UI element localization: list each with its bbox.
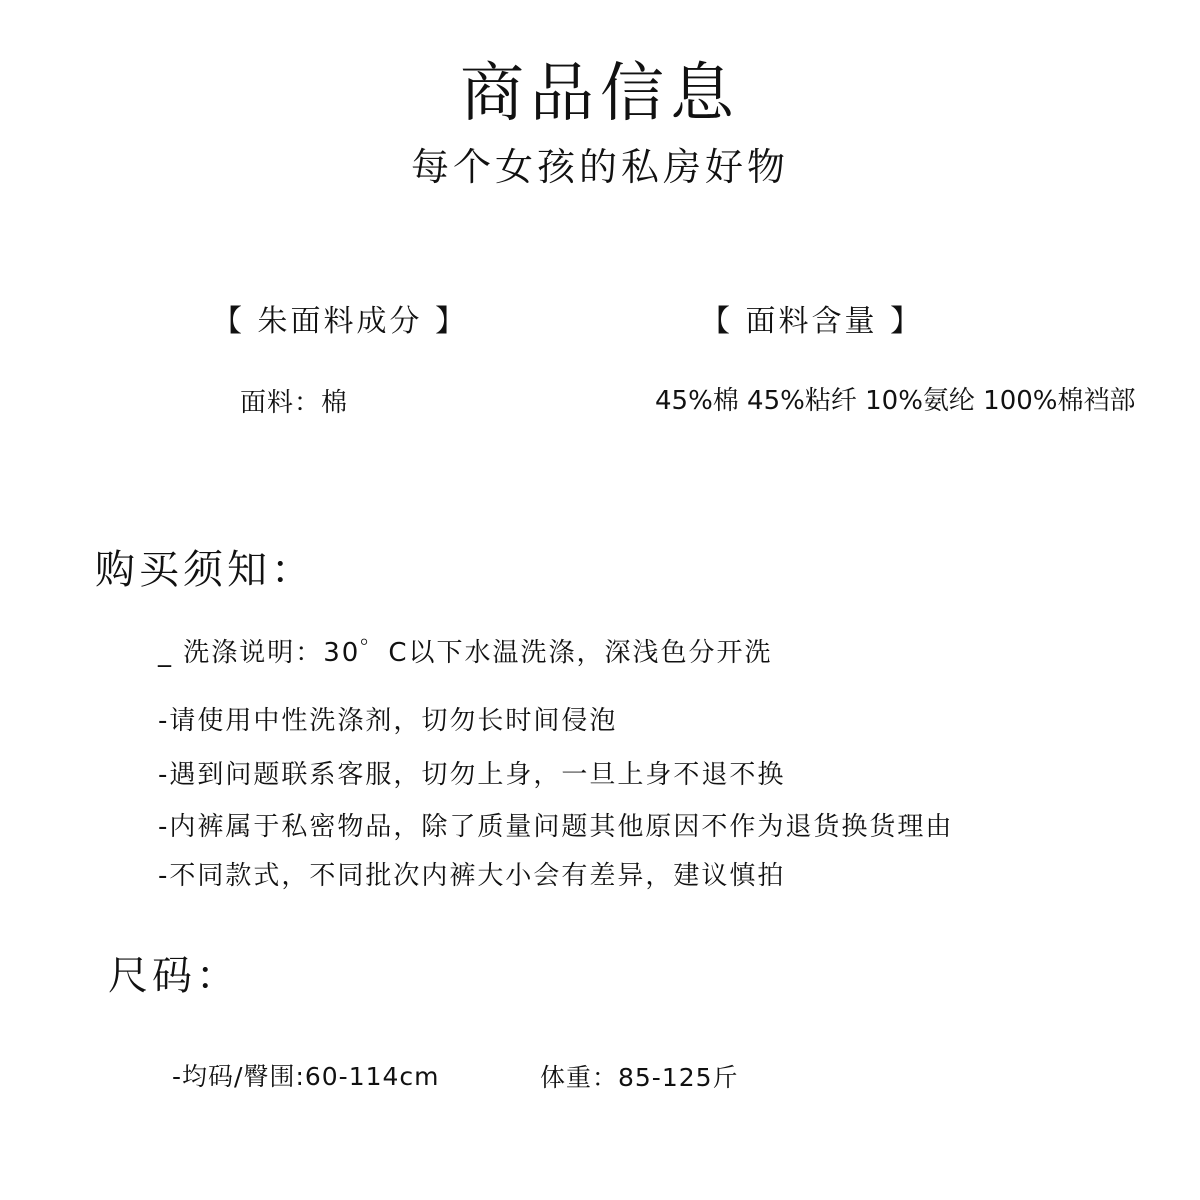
- fabric-content-value: 45%棉 45%粘纤 10%氨纶 100%棉裆部: [655, 386, 1136, 416]
- size-heading: 尺码：: [108, 953, 240, 999]
- fabric-composition-value: 面料：棉: [240, 388, 349, 418]
- purchase-notes-heading: 购买须知：: [95, 547, 315, 593]
- fabric-content-heading: 【 面料含量 】: [700, 304, 924, 339]
- size-hip: -均码/臀围:60-114cm: [172, 1062, 440, 1091]
- purchase-note-item: -请使用中性洗涤剂，切勿长时间侵泡: [158, 706, 618, 736]
- fabric-composition-heading: 【 朱面料成分 】: [212, 304, 469, 339]
- page-subtitle: 每个女孩的私房好物: [410, 145, 789, 189]
- size-weight: 体重：85-125斤: [540, 1063, 739, 1092]
- purchase-note-item: -遇到问题联系客服，切勿上身，一旦上身不退不换: [158, 760, 786, 790]
- purchase-note-item: -不同款式，不同批次内裤大小会有差异，建议慎拍: [158, 861, 786, 891]
- purchase-note-item: _ 洗涤说明：30゜C以下水温洗涤，深浅色分开洗: [158, 638, 773, 668]
- page-title: 商品信息: [460, 57, 740, 131]
- purchase-note-item: -内裤属于私密物品，除了质量问题其他原因不作为退货换货理由: [158, 812, 954, 842]
